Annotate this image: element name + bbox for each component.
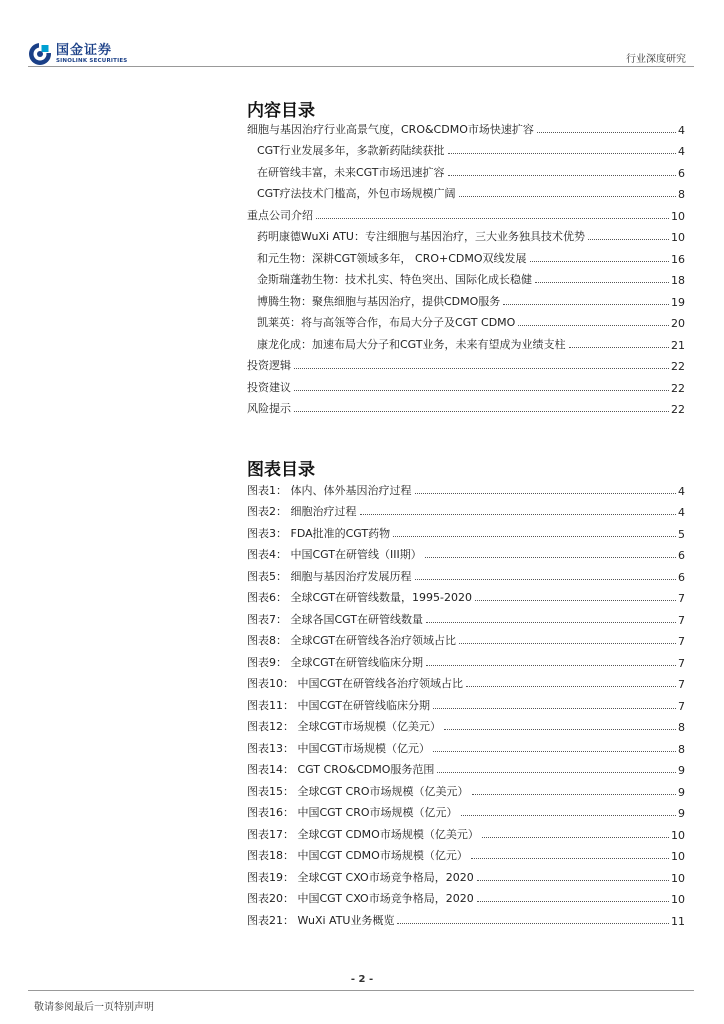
toc-entry[interactable] xyxy=(247,180,685,202)
figure-entry-page: 8 xyxy=(678,721,685,734)
figure-entry-title: 图表5： 细胞与基因治疗发展历程 xyxy=(247,569,412,583)
figure-entry-page: 4 xyxy=(678,506,685,519)
figure-entry-page: 8 xyxy=(678,742,685,756)
dot-leader xyxy=(426,665,676,666)
figure-entry[interactable] xyxy=(247,562,685,584)
toc-entry-page: 22 xyxy=(671,381,685,395)
figure-entry-title: 图表6： 全球CGT在研管线数量，1995-2020 xyxy=(247,591,472,604)
toc-entry-page: 21 xyxy=(671,338,685,352)
toc-entry[interactable] xyxy=(247,352,685,374)
figure-entry-title: 图表1： 体内、体外基因治疗过程 xyxy=(247,483,412,497)
sinolink-logo-icon xyxy=(28,42,52,66)
toc-entry-title: 药明康德WuXi ATU：专注细胞与基因治疗，三大业务独具技术优势 xyxy=(257,230,585,243)
dot-leader xyxy=(459,643,676,644)
toc-entry[interactable] xyxy=(247,244,685,266)
figure-entry-title: 图表18： 中国CGT CDMO市场规模（亿元） xyxy=(247,849,468,862)
figure-entry-page: 6 xyxy=(678,570,685,584)
dot-leader xyxy=(518,325,669,326)
figure-entry-title: 图表10： 中国CGT在研管线各治疗领域占比 xyxy=(247,677,464,690)
toc-entry[interactable] xyxy=(247,266,685,288)
report-category: 行业深度研究 xyxy=(626,54,686,65)
figure-entry-title: 图表13： 中国CGT市场规模（亿元） xyxy=(247,741,431,755)
figure-entry-title: 图表20： 中国CGT CXO市场竞争格局，2020 xyxy=(247,892,474,905)
figure-entry-page: 7 xyxy=(678,678,685,691)
figure-entry[interactable] xyxy=(247,885,685,907)
toc-entry-page: 10 xyxy=(671,231,685,244)
dot-leader xyxy=(393,536,676,537)
toc-entry[interactable] xyxy=(247,158,685,180)
figures-title: 图表目录 xyxy=(247,460,315,480)
toc-entry-title: 凯莱英：将与高瓴等合作，布局大分子及CGT CDMO xyxy=(257,316,516,329)
toc-entry[interactable] xyxy=(247,115,685,137)
figure-entry-title: 图表16： 中国CGT CRO市场规模（亿元） xyxy=(247,806,458,819)
toc-entry-title: 康龙化成：加速布局大分子和CGT业务，未来有望成为业绩支柱 xyxy=(257,337,566,351)
dot-leader xyxy=(415,493,677,494)
figure-entry[interactable] xyxy=(247,476,685,498)
dot-leader xyxy=(477,880,669,881)
figure-entry[interactable] xyxy=(247,584,685,606)
dot-leader xyxy=(466,686,676,687)
toc-entry-page: 4 xyxy=(678,123,685,137)
figure-entry-title: 图表12： 全球CGT市场规模（亿美元） xyxy=(247,720,442,733)
page-header xyxy=(0,0,724,72)
dot-leader xyxy=(360,514,677,515)
figure-entry-title: 图表7： 全球各国CGT在研管线数量 xyxy=(247,612,424,626)
dot-leader xyxy=(294,411,669,412)
figure-entry-page: 7 xyxy=(678,699,685,713)
dot-leader xyxy=(503,304,669,305)
toc-entry-page: 19 xyxy=(671,295,685,309)
dot-leader xyxy=(294,390,669,391)
figure-entry-page: 7 xyxy=(678,592,685,605)
figure-entry-page: 10 xyxy=(671,871,685,885)
toc-entry-page: 6 xyxy=(678,166,685,180)
dot-leader xyxy=(482,837,669,838)
toc-entry[interactable] xyxy=(247,287,685,309)
figure-entry[interactable] xyxy=(247,648,685,670)
figure-entry[interactable] xyxy=(247,541,685,563)
figures-list xyxy=(247,476,685,928)
figure-entry-page: 7 xyxy=(678,656,685,670)
figure-entry-title: 图表14： CGT CRO&CDMO服务范围 xyxy=(247,763,435,776)
toc-entry-page: 20 xyxy=(671,317,685,330)
figure-entry-title: 图表21： WuXi ATU业务概览 xyxy=(247,913,395,927)
figure-entry-title: 图表4： 中国CGT在研管线（III期） xyxy=(247,548,422,561)
toc-entry[interactable] xyxy=(247,223,685,245)
contents-title: 内容目录 xyxy=(247,101,315,121)
toc-entry[interactable] xyxy=(247,309,685,331)
dot-leader xyxy=(448,175,676,176)
figure-entry-page: 10 xyxy=(671,828,685,842)
dot-leader xyxy=(433,751,676,752)
toc-entry[interactable] xyxy=(247,330,685,352)
toc-entry-title: CGT疗法技术门槛高，外包市场规模广阔 xyxy=(257,187,456,200)
dot-leader xyxy=(472,794,676,795)
toc-entry-page: 8 xyxy=(678,188,685,201)
figure-entry-page: 10 xyxy=(671,850,685,863)
dot-leader xyxy=(530,261,669,262)
figure-entry[interactable] xyxy=(247,863,685,885)
toc-entry-title: 投资逻辑 xyxy=(247,359,291,372)
dot-leader xyxy=(461,815,676,816)
toc-entry-title: 投资建议 xyxy=(247,380,291,394)
toc-entry-page: 22 xyxy=(671,403,685,416)
figure-entry-title: 图表3： FDA批准的CGT药物 xyxy=(247,526,391,540)
figure-entry[interactable] xyxy=(247,627,685,649)
toc-entry-title: 重点公司介绍 xyxy=(247,208,313,222)
footer-disclaimer: 敬请参阅最后一页特别声明 xyxy=(34,1002,154,1013)
figure-entry-page: 7 xyxy=(678,635,685,648)
dot-leader xyxy=(448,153,676,154)
dot-leader xyxy=(397,923,669,924)
figure-entry[interactable] xyxy=(247,670,685,692)
figure-entry[interactable] xyxy=(247,842,685,864)
figure-entry[interactable] xyxy=(247,691,685,713)
figure-entry[interactable] xyxy=(247,519,685,541)
figure-entry[interactable] xyxy=(247,498,685,520)
figure-entry-title: 图表17： 全球CGT CDMO市场规模（亿美元） xyxy=(247,827,479,841)
company-logo xyxy=(28,40,127,68)
figure-entry[interactable] xyxy=(247,799,685,821)
figure-entry-page: 5 xyxy=(678,527,685,541)
toc-entry-title: 和元生物：深耕CGT领域多年， CRO+CDMO双线发展 xyxy=(257,251,527,265)
contents-list xyxy=(247,115,685,416)
figure-entry[interactable] xyxy=(247,777,685,799)
figure-entry-title: 图表19： 全球CGT CXO市场竞争格局，2020 xyxy=(247,870,474,884)
figure-entry[interactable] xyxy=(247,820,685,842)
logo-chinese-name: 国金证券 xyxy=(56,42,113,58)
dot-leader xyxy=(415,579,677,580)
dot-leader xyxy=(588,239,669,240)
dot-leader xyxy=(294,368,669,369)
toc-entry[interactable] xyxy=(247,137,685,159)
dot-leader xyxy=(477,901,669,902)
dot-leader xyxy=(535,282,669,283)
dot-leader xyxy=(426,622,676,623)
figure-entry-page: 6 xyxy=(678,549,685,562)
toc-entry-page: 18 xyxy=(671,274,685,287)
figure-entry-page: 9 xyxy=(678,764,685,777)
figure-entry-page: 4 xyxy=(678,484,685,498)
page-number: - 2 - xyxy=(350,974,374,985)
toc-entry-title: 博腾生物：聚焦细胞与基因治疗，提供CDMO服务 xyxy=(257,294,501,308)
dot-leader xyxy=(425,557,676,558)
toc-entry-title: 金斯瑞蓬勃生物：技术扎实、特色突出、国际化成长稳健 xyxy=(257,273,532,286)
figure-entry-page: 10 xyxy=(671,893,685,906)
figure-entry-page: 11 xyxy=(671,914,685,928)
toc-entry-title: 在研管线丰富，未来CGT市场迅速扩容 xyxy=(257,165,445,179)
dot-leader xyxy=(316,218,669,219)
figure-entry[interactable] xyxy=(247,906,685,928)
dot-leader xyxy=(459,196,676,197)
toc-entry[interactable] xyxy=(247,373,685,395)
figure-entry-page: 7 xyxy=(678,613,685,627)
logo-english-name: SINOLINK SECURITIES xyxy=(56,57,128,64)
dot-leader xyxy=(444,729,676,730)
footer-divider xyxy=(28,990,694,991)
figure-entry[interactable] xyxy=(247,605,685,627)
toc-entry[interactable] xyxy=(247,395,685,417)
figure-entry-title: 图表2： 细胞治疗过程 xyxy=(247,505,357,518)
dot-leader xyxy=(537,132,676,133)
toc-entry-title: CGT行业发展多年，多款新药陆续获批 xyxy=(257,144,445,157)
figure-entry[interactable] xyxy=(247,756,685,778)
figure-entry-title: 图表8： 全球CGT在研管线各治疗领域占比 xyxy=(247,634,457,647)
figure-entry-page: 9 xyxy=(678,785,685,799)
logo-text xyxy=(56,44,127,65)
toc-entry-page: 16 xyxy=(671,252,685,266)
toc-entry-page: 4 xyxy=(678,145,685,158)
figure-entry-title: 图表15： 全球CGT CRO市场规模（亿美元） xyxy=(247,784,469,798)
figure-entry-page: 9 xyxy=(678,807,685,820)
toc-entry-page: 10 xyxy=(671,209,685,223)
toc-entry-page: 22 xyxy=(671,360,685,373)
dot-leader xyxy=(475,600,676,601)
figure-entry[interactable] xyxy=(247,713,685,735)
figure-entry-title: 图表9： 全球CGT在研管线临床分期 xyxy=(247,655,424,669)
toc-entry-title: 细胞与基因治疗行业高景气度，CRO&CDMO市场快速扩容 xyxy=(247,122,534,136)
figure-entry[interactable] xyxy=(247,734,685,756)
dot-leader xyxy=(569,347,669,348)
header-divider xyxy=(28,66,694,67)
toc-entry[interactable] xyxy=(247,201,685,223)
figure-entry-title: 图表11： 中国CGT在研管线临床分期 xyxy=(247,698,431,712)
dot-leader xyxy=(471,858,669,859)
dot-leader xyxy=(437,772,676,773)
dot-leader xyxy=(433,708,676,709)
toc-entry-title: 风险提示 xyxy=(247,402,291,415)
